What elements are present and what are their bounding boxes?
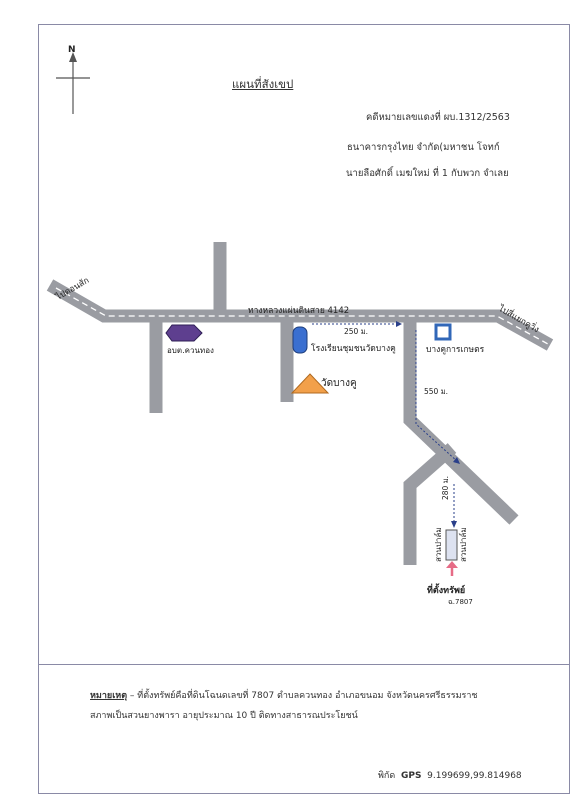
north-label: N [68, 45, 76, 55]
deed-label: ฉ.7807 [448, 598, 473, 606]
gps-word: GPS [400, 771, 422, 781]
temple-label: วัดบางคู [321, 378, 357, 389]
property-label: ที่ตั้งทรัพย์ [427, 586, 466, 596]
note-line-1-text: – ที่ตั้งทรัพย์คือที่ดินโฉนดเลขที่ 7807 ตำบลควนทอง อำเภอขนอม จังหวัดนครศรีธรรมราช [127, 691, 478, 701]
distance-280-label: 280 ม. [441, 475, 450, 500]
palm-right-label: สวนปาล์ม [459, 527, 468, 562]
plaintiff-line: ธนาคารกรุงไทย จำกัด(มหาชน โจทก์ [347, 142, 500, 153]
bank-marker [436, 325, 450, 339]
arrowhead-d3 [451, 521, 457, 528]
bank-label: บางคูการเกษตร [426, 345, 485, 355]
to-donsak-label: ไปดอนสัก [54, 275, 92, 303]
page-title: แผนที่สังเขป [232, 77, 294, 91]
palm-left-label: สวนปาล์ม [434, 527, 443, 562]
note-line-1 [90, 688, 478, 702]
tambon-office-label: อบต.ควนทอง [167, 346, 214, 355]
property-arrow-icon [446, 561, 458, 576]
school-marker [293, 327, 307, 353]
school-label: โรงเรียนชุมชนวัดบางคู [311, 344, 396, 354]
main-road-label: ทางหลวงแผ่นดินสาย 4142 [248, 306, 350, 316]
case-number: คดีหมายเลขแดงที่ ผบ.1312/2563 [366, 112, 510, 123]
distance-550-label: 550 ม. [424, 387, 449, 396]
note-line-2: สภาพเป็นสวนยางพารา อายุประมาณ 10 ปี ติดทางสาธารณประโยชน์ [90, 711, 358, 721]
to-kuwing-label: ไปสี่แยกคูวิ่ง [496, 303, 541, 336]
road-network [50, 242, 550, 565]
defendant-line: นายลือศักดิ์ เมฆใหม่ ที่ 1 กับพวก จำเลย [346, 168, 509, 179]
gps-row [378, 768, 522, 782]
gps-label: พิกัด [378, 771, 396, 781]
gps-value: 9.199699,99.814968 [427, 771, 522, 781]
note-heading: หมายเหตุ [90, 691, 128, 701]
distance-250-label: 250 ม. [344, 327, 369, 336]
property-marker [446, 530, 457, 560]
north-arrow-icon [56, 52, 90, 114]
tambon-office-marker [166, 325, 202, 341]
